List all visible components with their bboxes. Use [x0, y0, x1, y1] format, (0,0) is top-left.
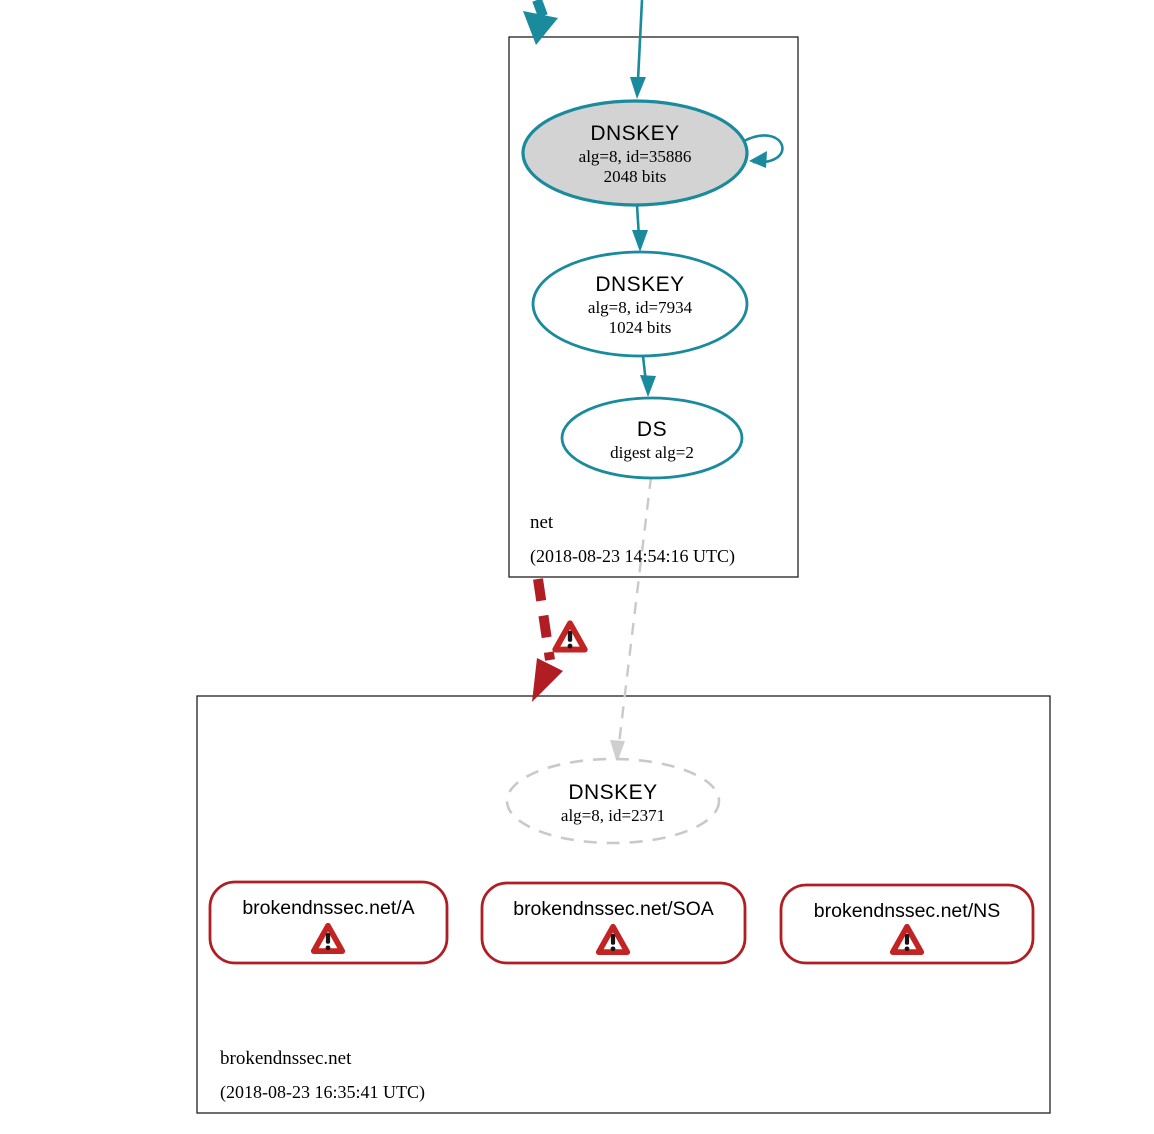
node-dnskey-zsk — [533, 252, 747, 356]
node-detail: alg=8, id=7934 — [587, 297, 693, 317]
rrset-soa-label: brokendnssec.net/SOA — [513, 898, 714, 920]
node-detail: digest alg=2 — [610, 442, 694, 462]
node-ds — [562, 398, 742, 478]
node-detail: alg=8, id=35886 — [578, 146, 692, 166]
node-child-dnskey — [507, 759, 719, 843]
zone-timestamp-brokendnssec: (2018-08-23 16:35:41 UTC) — [220, 1082, 425, 1102]
node-extra: 1024 bits — [608, 317, 672, 337]
node-title: DNSKEY — [595, 273, 685, 296]
node-detail: alg=8, id=2371 — [560, 805, 666, 825]
zone-name-brokendnssec: brokendnssec.net — [220, 1048, 352, 1069]
node-title: DNSKEY — [568, 781, 658, 804]
edge-parent-chain-thick — [537, 0, 543, 16]
warning-icon — [555, 623, 584, 649]
node-extra: 2048 bits — [603, 166, 667, 186]
zone-name-net: net — [530, 512, 554, 533]
rrset-ns-label: brokendnssec.net/NS — [813, 900, 1001, 922]
node-title: DNSKEY — [590, 122, 680, 145]
edge-broken-delegation — [538, 579, 550, 660]
node-title: DS — [636, 418, 668, 441]
zone-timestamp-net: (2018-08-23 14:54:16 UTC) — [530, 546, 735, 566]
node-dnskey-ksk — [523, 101, 747, 205]
rrset-a-label: brokendnssec.net/A — [242, 897, 415, 919]
